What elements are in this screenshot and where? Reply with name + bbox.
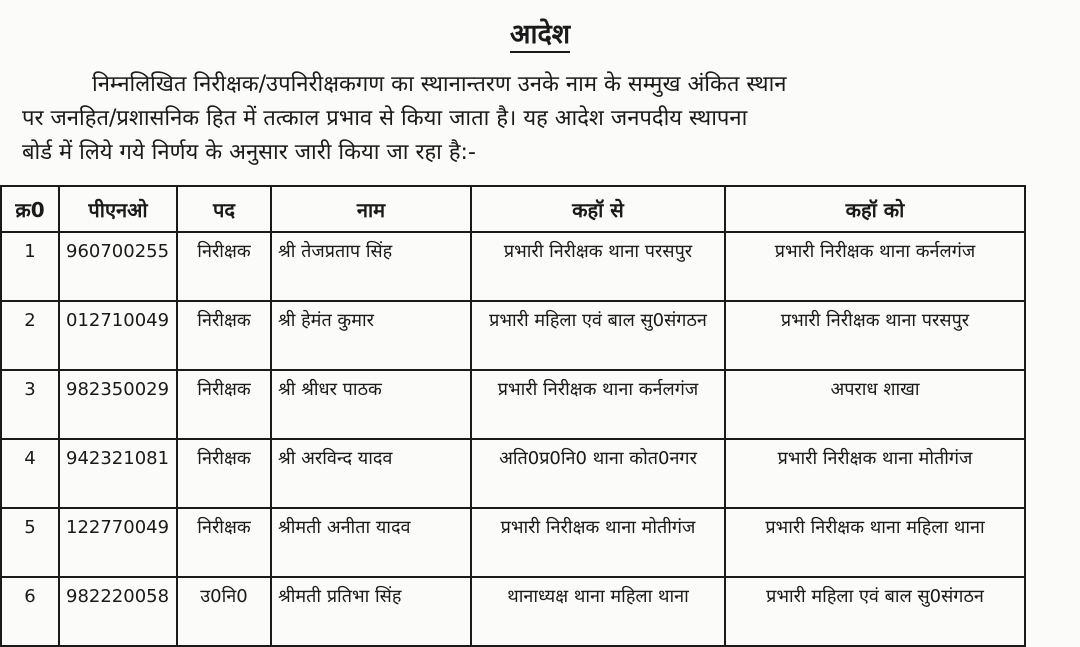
table-row	[1, 439, 1025, 508]
cell-to: प्रभारी निरीक्षक थाना कर्नलगंज	[725, 232, 1025, 301]
cell-name: श्रीमती प्रतिभा सिंह	[271, 577, 471, 646]
cell-from: प्रभारी निरीक्षक थाना मोतीगंज	[471, 508, 725, 577]
cell-post: निरीक्षक	[177, 508, 271, 577]
cell-from: प्रभारी निरीक्षक थाना कर्नलगंज	[471, 370, 725, 439]
table-row	[1, 508, 1025, 577]
order-title	[0, 14, 1080, 51]
paragraph-line-2: पर जनहित/प्रशासनिक हित में तत्काल प्रभाव से किया जाता है। यह आदेश जनपदीय स्थापना	[22, 106, 748, 131]
cell-name: श्रीमती अनीता यादव	[271, 508, 471, 577]
cell-serial: 3	[1, 370, 59, 439]
cell-to: प्रभारी महिला एवं बाल सु0संगठन	[725, 577, 1025, 646]
table-header-row	[1, 186, 1025, 232]
cell-from: थानाध्यक्ष थाना महिला थाना	[471, 577, 725, 646]
cell-to: अपराध शाखा	[725, 370, 1025, 439]
header-post: पद	[177, 186, 271, 232]
table-row	[1, 301, 1025, 370]
cell-name: श्री हेमंत कुमार	[271, 301, 471, 370]
table-row	[1, 577, 1025, 646]
cell-name: श्री अरविन्द यादव	[271, 439, 471, 508]
cell-serial: 5	[1, 508, 59, 577]
cell-serial: 2	[1, 301, 59, 370]
header-from: कहॉ से	[471, 186, 725, 232]
cell-pno: 982220058	[59, 577, 177, 646]
cell-post: निरीक्षक	[177, 370, 271, 439]
order-title-text: आदेश	[510, 19, 570, 53]
header-name: नाम	[271, 186, 471, 232]
header-to: कहॉ को	[725, 186, 1025, 232]
transfer-table	[0, 185, 1026, 647]
paragraph-line-1: निम्नलिखित निरीक्षक/उपनिरीक्षकगण का स्थानान्तरण उनके नाम के सम्मुख अंकित स्थान	[92, 72, 787, 97]
paragraph-line-3: बोर्ड में लिये गये निर्णय के अनुसार जारी किया जा रहा है:-	[22, 140, 476, 165]
cell-pno: 122770049	[59, 508, 177, 577]
header-serial: क्र0	[1, 186, 59, 232]
table-row	[1, 370, 1025, 439]
cell-pno: 012710049	[59, 301, 177, 370]
cell-pno: 960700255	[59, 232, 177, 301]
cell-post: उ0नि0	[177, 577, 271, 646]
header-pno: पीएनओ	[59, 186, 177, 232]
cell-serial: 4	[1, 439, 59, 508]
cell-post: निरीक्षक	[177, 439, 271, 508]
cell-to: प्रभारी निरीक्षक थाना परसपुर	[725, 301, 1025, 370]
cell-to: प्रभारी निरीक्षक थाना मोतीगंज	[725, 439, 1025, 508]
cell-name: श्री श्रीधर पाठक	[271, 370, 471, 439]
cell-to: प्रभारी निरीक्षक थाना महिला थाना	[725, 508, 1025, 577]
cell-serial: 1	[1, 232, 59, 301]
order-paragraph	[22, 68, 1022, 170]
cell-from: प्रभारी महिला एवं बाल सु0संगठन	[471, 301, 725, 370]
cell-pno: 982350029	[59, 370, 177, 439]
cell-post: निरीक्षक	[177, 232, 271, 301]
cell-from: प्रभारी निरीक्षक थाना परसपुर	[471, 232, 725, 301]
cell-post: निरीक्षक	[177, 301, 271, 370]
cell-name: श्री तेजप्रताप सिंह	[271, 232, 471, 301]
cell-from: अति0प्र0नि0 थाना कोत0नगर	[471, 439, 725, 508]
cell-serial: 6	[1, 577, 59, 646]
table-row	[1, 232, 1025, 301]
cell-pno: 942321081	[59, 439, 177, 508]
